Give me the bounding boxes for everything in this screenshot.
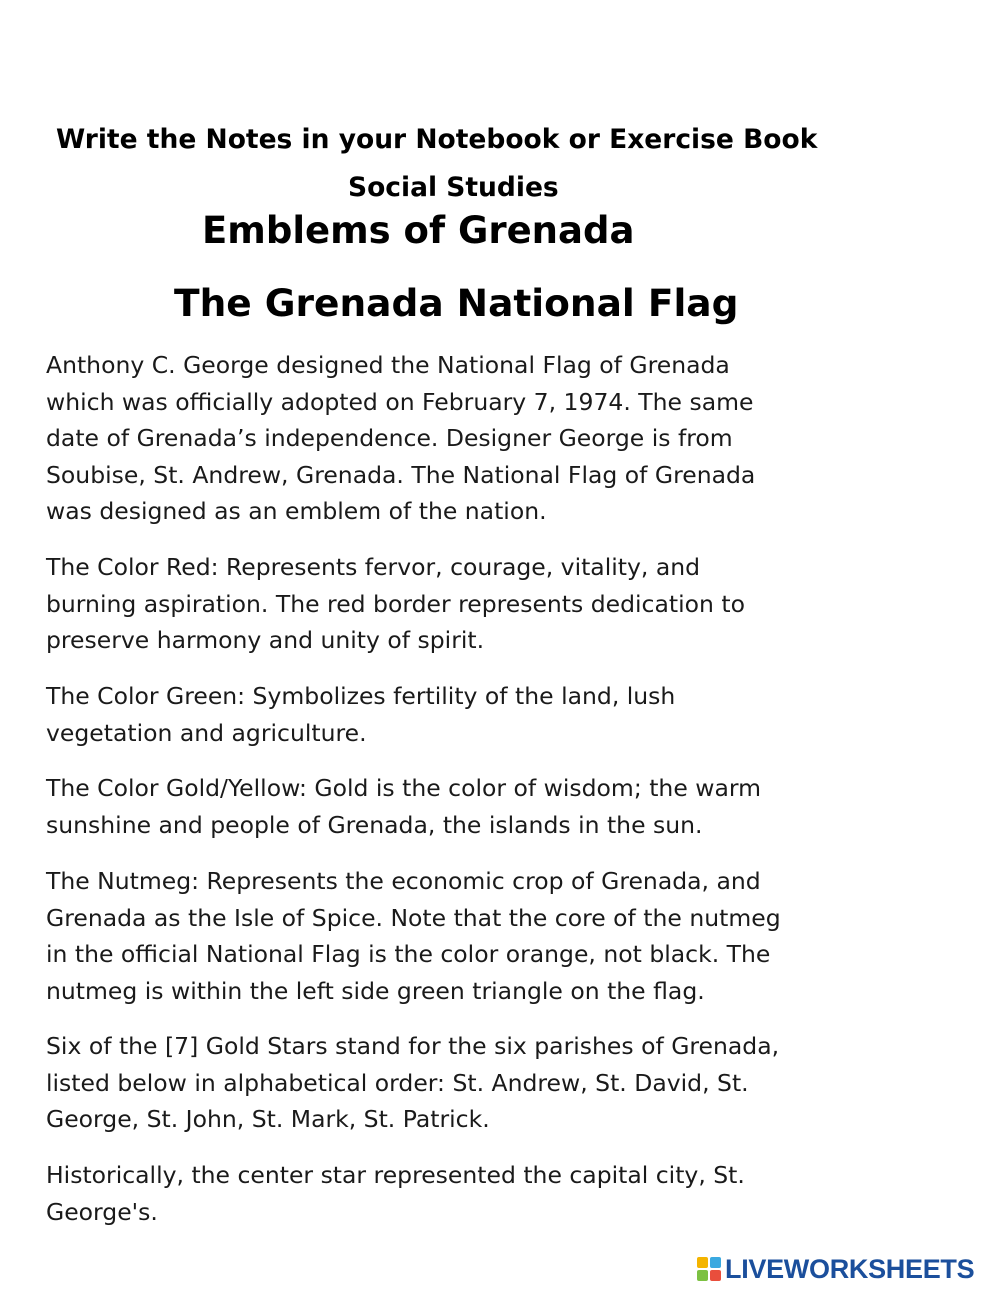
- text-line: George, St. John, St. Mark, St. Patrick.: [46, 1105, 490, 1133]
- subject-heading: Social Studies: [348, 172, 559, 203]
- section-title: The Grenada National Flag: [174, 281, 739, 325]
- text-line: nutmeg is within the left side green triangle on the flag.: [46, 976, 705, 1005]
- text-line: burning aspiration. The red border represents dedication to: [46, 589, 745, 618]
- text-line: Historically, the center star represented the capital city, St.: [46, 1161, 745, 1189]
- paragraph-center-star: [46, 1157, 886, 1230]
- paragraph-color-green: [46, 678, 886, 751]
- text-line: in the official National Flag is the color orange, not black. The: [46, 940, 771, 968]
- logo-square: [710, 1257, 721, 1268]
- text-line: preserve harmony and unity of spirit.: [46, 626, 485, 654]
- logo-square: [710, 1270, 721, 1281]
- text-line: vegetation and agriculture.: [46, 718, 367, 747]
- text-line: George's.: [46, 1197, 158, 1226]
- text-line: listed below in alphabetical order: St. Andrew, St. David, St.: [46, 1068, 749, 1097]
- watermark-text: LIVEWORKSHEETS: [725, 1253, 975, 1284]
- text-line: Grenada as the Isle of Spice. Note that the core of the nutmeg: [46, 903, 781, 932]
- text-line: was designed as an emblem of the nation.: [46, 497, 547, 525]
- liveworksheets-watermark: [697, 1252, 974, 1286]
- text-line: The Nutmeg: Represents the economic crop of Grenada, and: [46, 867, 761, 895]
- text-line: date of Grenada’s independence. Designer George is from: [46, 424, 733, 452]
- paragraph-nutmeg: [46, 863, 886, 1009]
- page-title: Emblems of Grenada: [202, 209, 635, 252]
- instruction-heading: Write the Notes in your Notebook or Exercise Book: [56, 124, 818, 155]
- logo-square: [697, 1270, 708, 1281]
- paragraph-color-gold: [46, 770, 886, 843]
- text-line: The Color Gold/Yellow: Gold is the color of wisdom; the warm: [46, 774, 762, 802]
- liveworksheets-logo-icon: [697, 1257, 721, 1281]
- paragraph-designer: [46, 347, 886, 530]
- text-line: Soubise, St. Andrew, Grenada. The National Flag of Grenada: [46, 460, 756, 489]
- text-line: Six of the [7] Gold Stars stand for the six parishes of Grenada,: [46, 1032, 780, 1060]
- paragraph-color-red: [46, 549, 886, 659]
- text-line: sunshine and people of Grenada, the islands in the sun.: [46, 810, 703, 839]
- paragraph-gold-stars: [46, 1028, 886, 1138]
- text-line: Anthony C. George designed the National Flag of Grenada: [46, 351, 730, 379]
- text-line: which was officially adopted on February 7, 1974. The same: [46, 387, 754, 416]
- logo-square: [697, 1257, 708, 1268]
- text-line: The Color Red: Represents fervor, courage, vitality, and: [46, 553, 701, 581]
- text-line: The Color Green: Symbolizes fertility of the land, lush: [46, 682, 676, 710]
